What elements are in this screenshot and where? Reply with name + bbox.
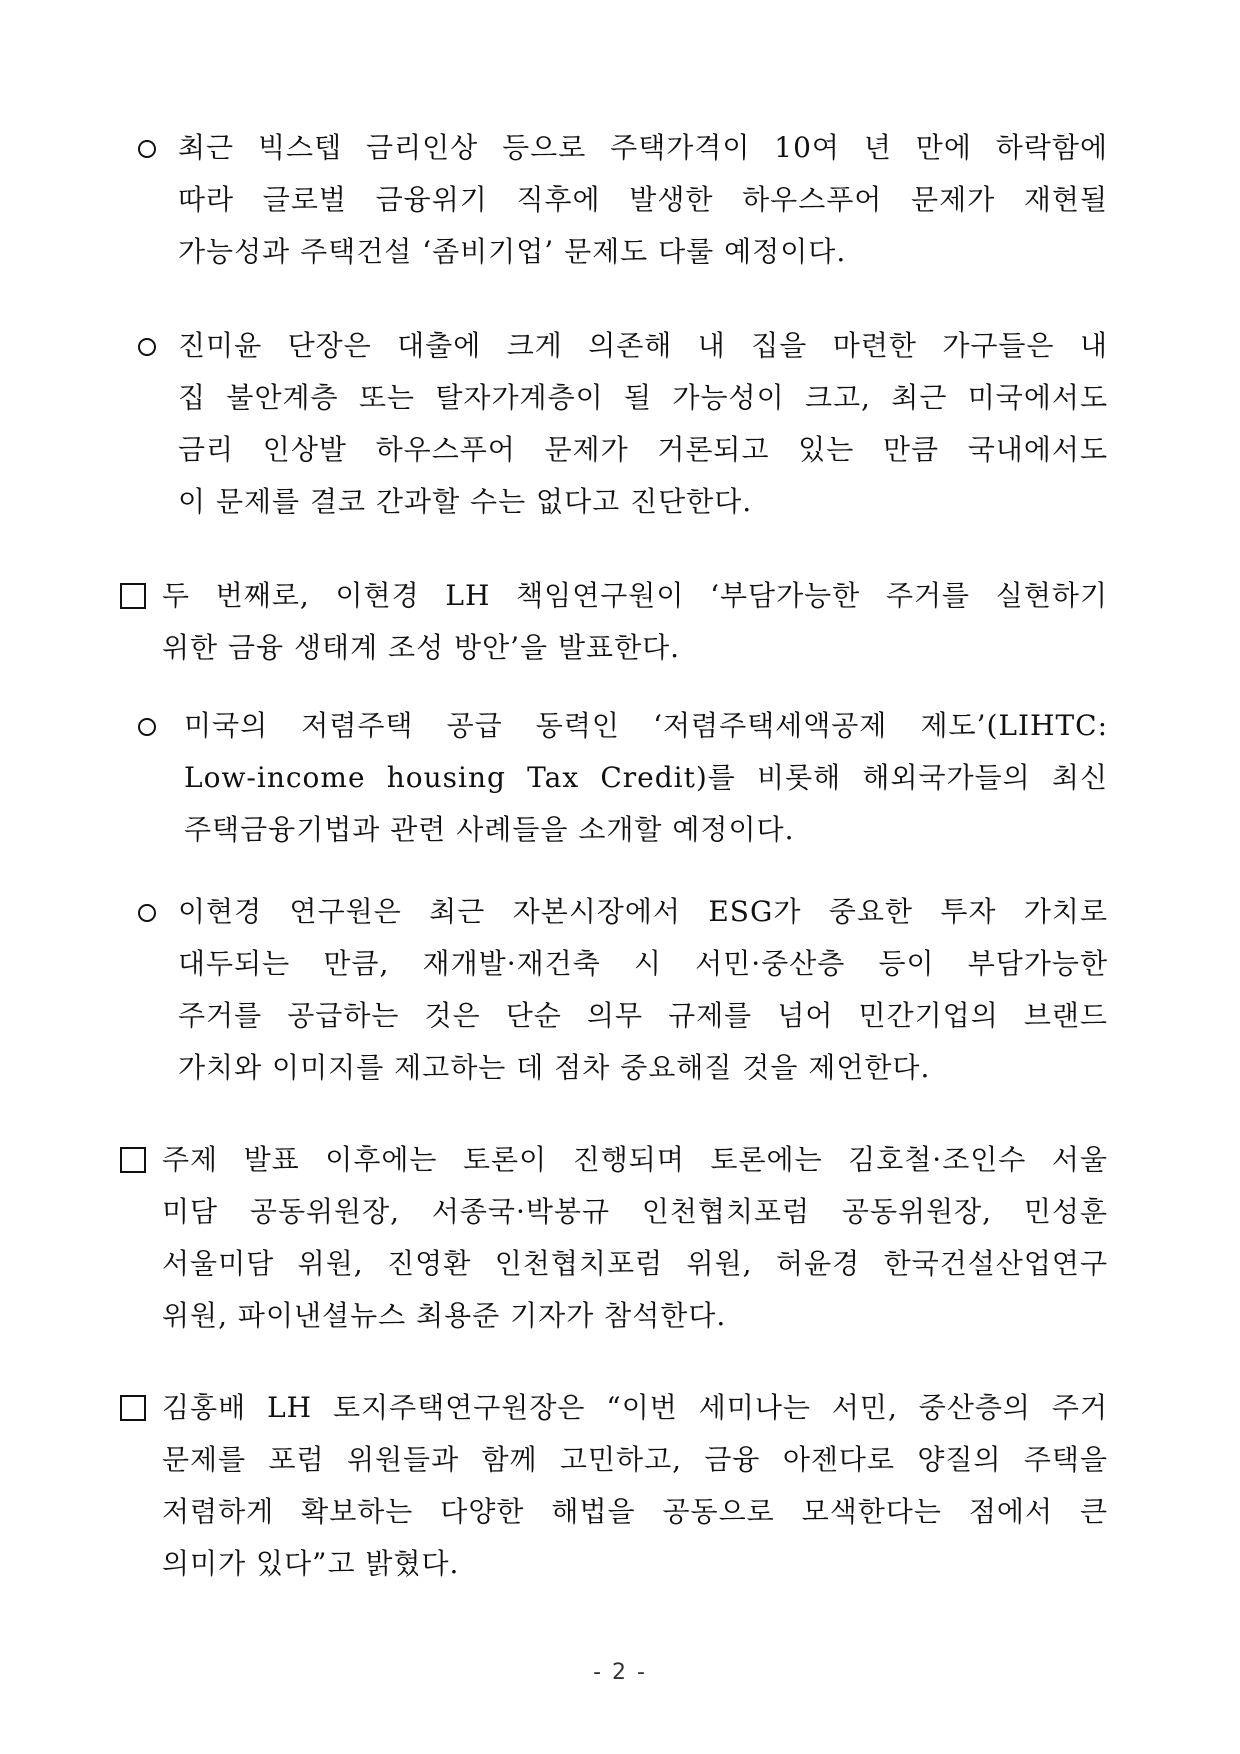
circle-bullet-icon	[138, 338, 156, 356]
text-line: 집 불안계층 또는 탈자가계층이 될 가능성이 크고, 최근 미국에서도	[178, 381, 1108, 414]
circle-bullet-icon	[138, 718, 156, 736]
text-line: 김홍배 LH 토지주택연구원장은 “이번 세미나는 서민, 중산층의 주거	[162, 1391, 1108, 1424]
text-line: 서울미담 위원, 진영환 인천협치포럼 위원, 허윤경 한국건설산업연구	[162, 1247, 1108, 1280]
paragraph-text	[184, 700, 1108, 856]
text-line: 문제를 포럼 위원들과 함께 고민하고, 금융 아젠다로 양질의 주택을	[162, 1443, 1108, 1476]
checkbox-square-icon	[120, 583, 146, 609]
text-line: 진미윤 단장은 대출에 크게 의존해 내 집을 마련한 가구들은 내	[178, 329, 1108, 362]
checkbox-square-icon	[120, 1147, 146, 1173]
text-line: Low-income housing Tax Credit)를 비롯해 해외국가들의 최신	[184, 761, 1108, 794]
text-line: 최근 빅스텝 금리인상 등으로 주택가격이 10여 년 만에 하락함에	[178, 131, 1108, 164]
paragraph-text	[162, 570, 1108, 674]
paragraph-text	[162, 1134, 1108, 1342]
circle-bullet-icon	[138, 140, 156, 158]
text-line: 주거를 공급하는 것은 단순 의무 규제를 넘어 민간기업의 브랜드	[178, 999, 1108, 1032]
text-line: 대두되는 만큼, 재개발·재건축 시 서민·중산층 등이 부담가능한	[178, 947, 1108, 980]
text-line: 따라 글로벌 금융위기 직후에 발생한 하우스푸어 문제가 재현될	[178, 183, 1108, 216]
circle-bullet-icon	[138, 904, 156, 922]
text-line: 위한 금융 생태계 조성 방안’을 발표한다.	[162, 631, 681, 664]
text-line: 주택금융기법과 관련 사례들을 소개할 예정이다.	[184, 813, 795, 846]
paragraph-text	[178, 320, 1108, 528]
checkbox-square-icon	[120, 1395, 146, 1421]
text-line: 미국의 저렴주택 공급 동력인 ‘저렴주택세액공제 제도’(LIHTC:	[184, 709, 1108, 742]
text-line: 위원, 파이낸셜뉴스 최용준 기자가 참석한다.	[162, 1299, 727, 1332]
paragraph-text	[162, 1382, 1108, 1590]
text-line: 의미가 있다”고 밝혔다.	[162, 1547, 460, 1580]
page-number: - 2 -	[593, 1660, 647, 1685]
text-line: 미담 공동위원장, 서종국·박봉규 인천협치포럼 공동위원장, 민성훈	[162, 1195, 1108, 1228]
text-line: 금리 인상발 하우스푸어 문제가 거론되고 있는 만큼 국내에서도	[178, 433, 1108, 466]
text-line: 저렴하게 확보하는 다양한 해법을 공동으로 모색한다는 점에서 큰	[162, 1495, 1108, 1528]
paragraph-text	[178, 122, 1108, 278]
text-line: 두 번째로, 이현경 LH 책임연구원이 ‘부담가능한 주거를 실현하기	[162, 579, 1108, 612]
text-line: 이 문제를 결코 간과할 수는 없다고 진단한다.	[178, 485, 753, 518]
paragraph-text	[178, 886, 1108, 1094]
text-line: 가능성과 주택건설 ‘좀비기업’ 문제도 다룰 예정이다.	[178, 235, 847, 268]
text-line: 주제 발표 이후에는 토론이 진행되며 토론에는 김호철·조인수 서울	[162, 1143, 1108, 1176]
text-line: 이현경 연구원은 최근 자본시장에서 ESG가 중요한 투자 가치로	[178, 895, 1108, 928]
text-line: 가치와 이미지를 제고하는 데 점차 중요해질 것을 제언한다.	[178, 1051, 931, 1084]
